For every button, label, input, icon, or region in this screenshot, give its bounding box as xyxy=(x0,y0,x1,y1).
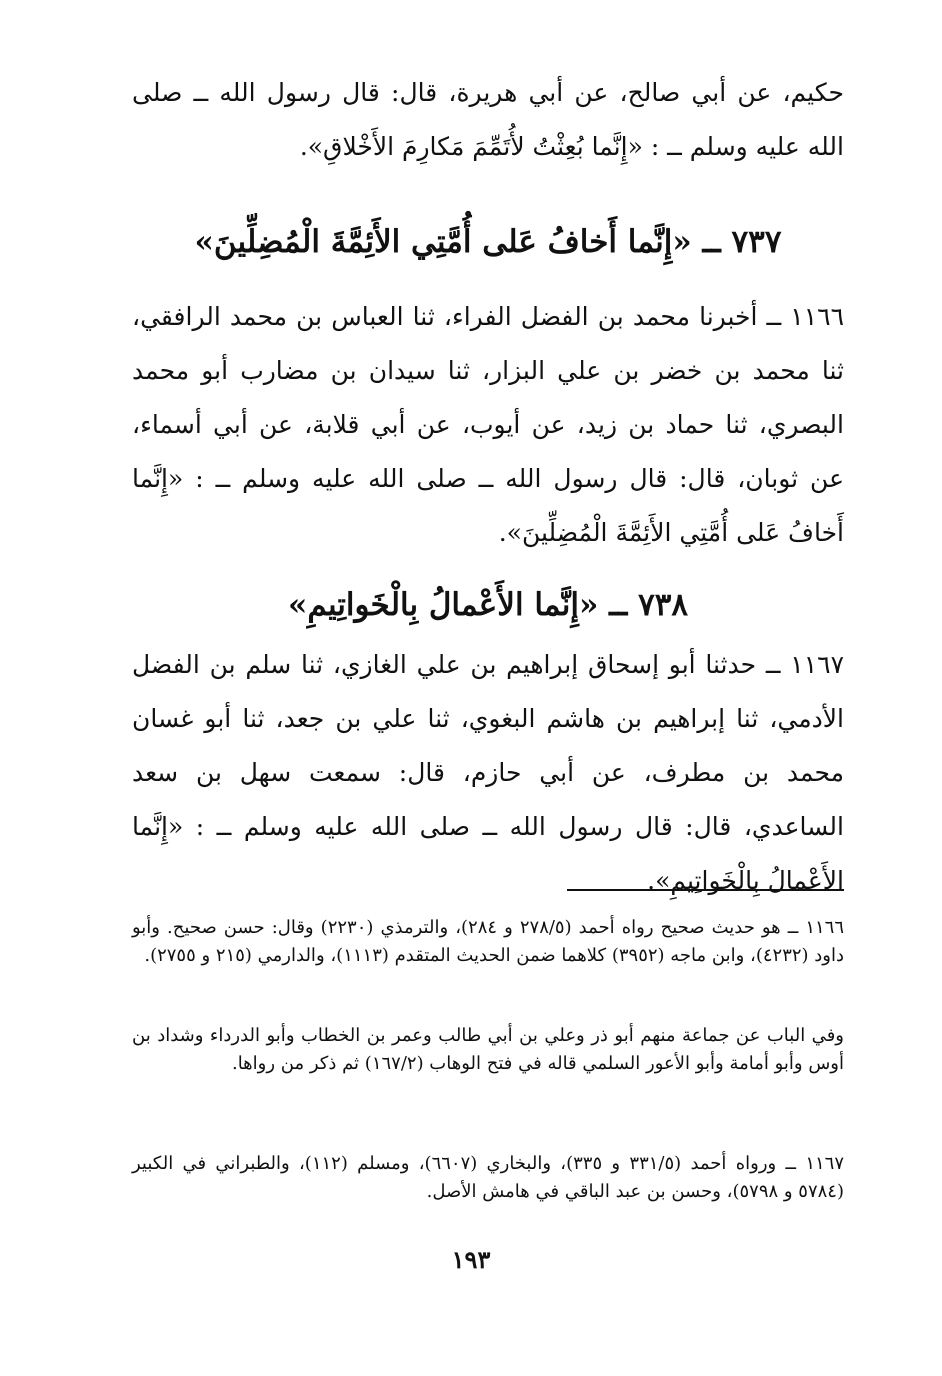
hadith-1167: ١١٦٧ ــ حدثنا أبو إسحاق إبراهيم بن علي الغازي، ثنا سلم بن الفضل الأدمي، ثنا إبراهيم بن هاشم البغوي، ثنا علي بن جعد، ثنا أبو غسان محمد بن مطرف، عن أبي حازم، قال: سمعت سهل بن سعد الساعدي، قال: قال رسول الله ــ صلى الله عليه وسلم ــ : «إِنَّما الأَعْمالُ بِالْخَواتِيمِ». xyxy=(132,650,844,895)
continuation-paragraph: حكيم، عن أبي صالح، عن أبي هريرة، قال: قال رسول الله ــ صلى الله عليه وسلم ــ : «إِنَّما بُعِثْتُ لأُتَمِّمَ مَكارِمَ الأَخْلاقِ». xyxy=(132,78,844,161)
footnote-1166: ١١٦٦ ــ هو حديث صحيح رواه أحمد (٢٧٨/٥ و ٢٨٤)، والترمذي (٢٢٣٠) وقال: حسن صحيح. وأبو داود (٤٢٣٢)، وابن ماجه (٣٩٥٢) كلاهما ضمن الحديث المتقدم (١١١٣)، والدارمي (٢١٥ و ٢٧٥٥). xyxy=(132,917,844,966)
hadith-1166: ١١٦٦ ــ أخبرنا محمد بن الفضل الفراء، ثنا العباس بن محمد الرافقي، ثنا محمد بن خضر بن علي البزار، ثنا سيدان بن مضارب أبو محمد البصري، ثنا حماد بن زيد، عن أيوب، عن أبي قلابة، عن أبي أسماء، عن ثوبان، قال: قال رسول الله ــ صلى الله عليه وسلم ــ : «إِنَّما أَخافُ عَلى أُمَّتِي الأَئِمَّةَ الْمُضِلِّينَ». xyxy=(132,302,844,547)
page-number: ١٩٣ xyxy=(451,1245,491,1274)
section-heading-737: ٧٣٧ ــ «إِنَّما أَخافُ عَلى أُمَّتِي الأَئِمَّةَ الْمُضِلِّينَ» xyxy=(194,224,782,260)
footnote-separator xyxy=(567,889,844,891)
footnote-1167: ١١٦٧ ــ ورواه أحمد (٣٣١/٥ و ٣٣٥)، والبخاري (٦٦٠٧)، ومسلم (١١٢)، والطبراني في الكبير (٥٧٨٤ و ٥٧٩٨)، وحسن بن عبد الباقي في هامش الأصل. xyxy=(132,1153,844,1202)
footnote-1166-related: وفي الباب عن جماعة منهم أبو ذر وعلي بن أبي طالب وعمر بن الخطاب وأبو الدرداء وشداد بن أوس وأبو أمامة وأبو الأعور السلمي قاله في فتح الوهاب (١٦٧/٢) ثم ذكر من رواها. xyxy=(132,1025,844,1074)
section-heading-738: ٧٣٨ ــ «إِنَّما الأَعْمالُ بِالْخَواتِيمِ» xyxy=(287,587,689,623)
